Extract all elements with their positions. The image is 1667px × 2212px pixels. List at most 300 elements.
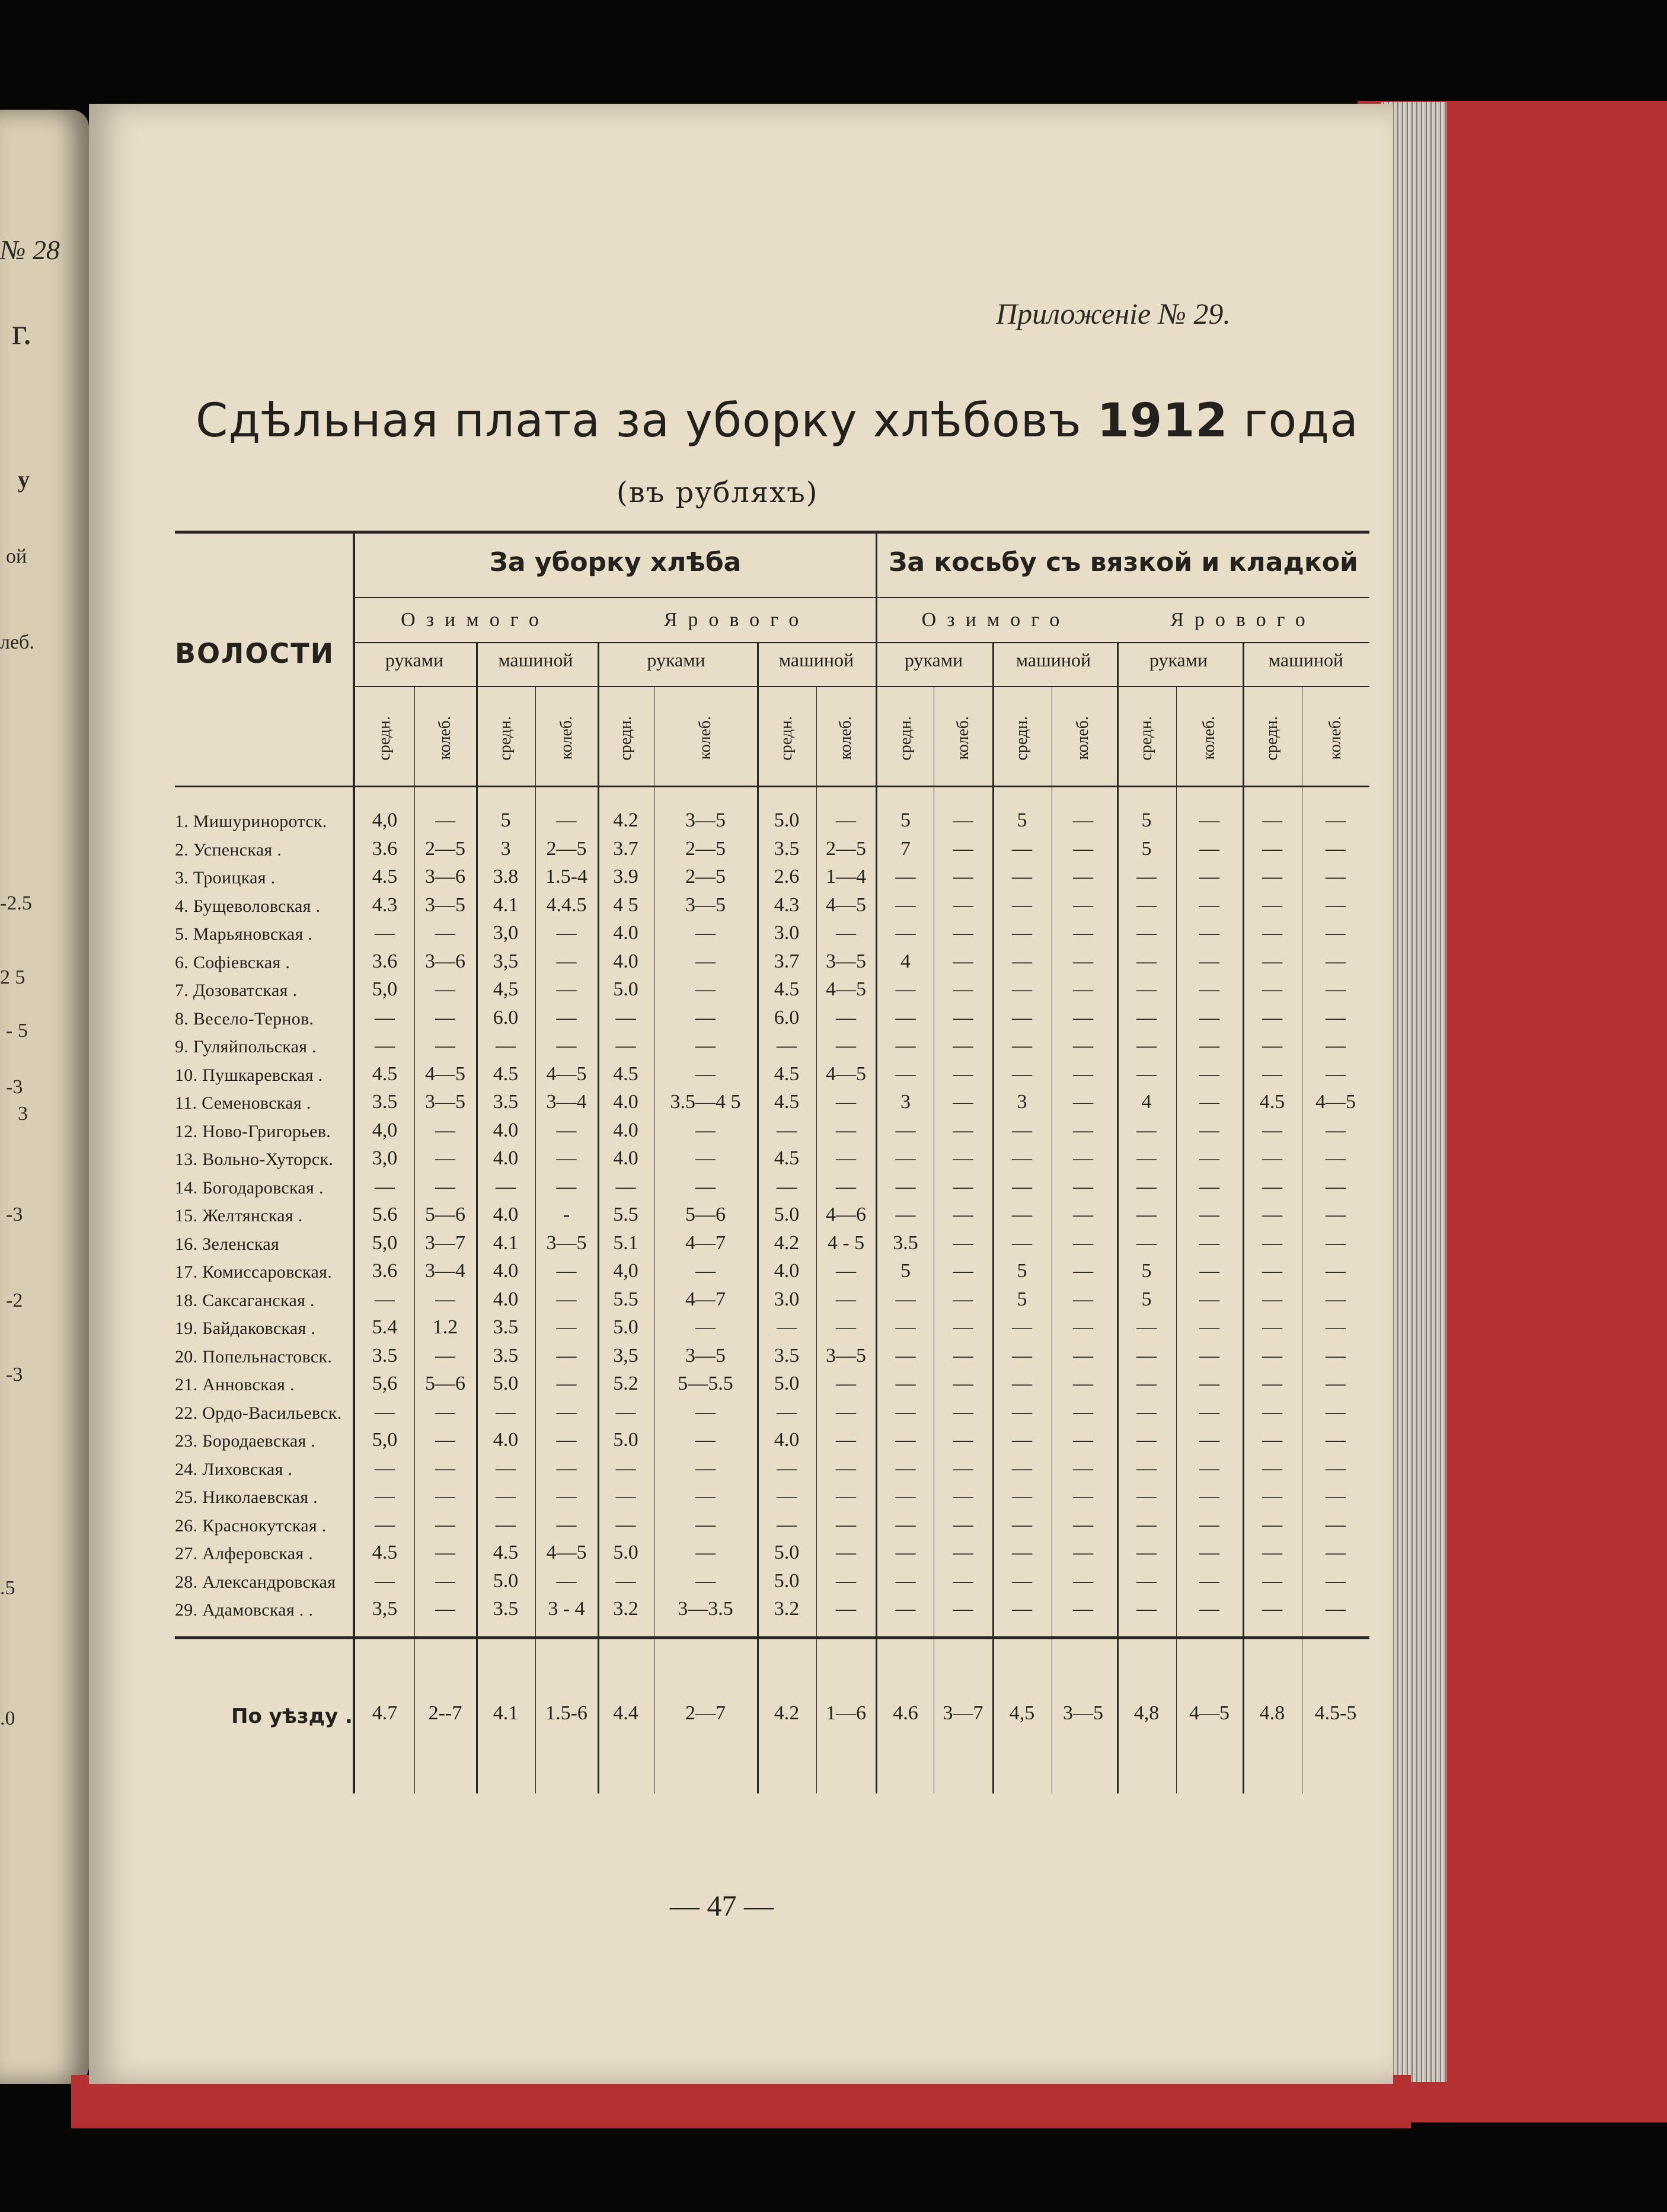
table-cell: 3.7 (613, 837, 638, 860)
table-cell: — (1012, 1006, 1032, 1029)
table-row-name: 19. Байдаковская . (175, 1319, 316, 1338)
table-cell: — (836, 1457, 856, 1479)
crop-rule (355, 642, 1369, 643)
table-row-name: 17. Комиссаровская. (175, 1262, 333, 1282)
table-cell: — (895, 1344, 916, 1367)
table-cell: 5—5.5 (678, 1372, 733, 1394)
table-cell: — (1326, 1316, 1346, 1338)
table-cell: 5 (500, 809, 511, 831)
table-cell: — (895, 1457, 916, 1479)
table-cell: — (1136, 1175, 1157, 1198)
stat-header-label: средн. (496, 716, 515, 761)
table-cell: 4.5 (613, 1062, 638, 1085)
table-cell: — (1012, 1569, 1032, 1592)
table-cell: — (1262, 1231, 1282, 1254)
table-cell: — (836, 1372, 856, 1394)
table-cell: — (1012, 1119, 1032, 1141)
table-cell: — (895, 978, 916, 1000)
table-cell: — (1012, 1541, 1032, 1563)
table-cell: — (1199, 1147, 1219, 1169)
table-cell: — (953, 1119, 973, 1141)
table-cell: — (1199, 1260, 1219, 1282)
table-cell: — (1199, 1429, 1219, 1451)
table-row-name: 2. Успенская . (175, 840, 282, 860)
method-header-hand: руками (385, 649, 444, 671)
table-cell: 3.0 (774, 1288, 800, 1310)
table-cell: 3—5 (685, 1344, 726, 1367)
table-cell: — (1326, 1429, 1346, 1451)
table-cell: — (1136, 1598, 1157, 1620)
left-fragment: леб. (0, 631, 34, 653)
table-cell: 3.2 (613, 1598, 638, 1620)
table-cell: — (556, 978, 577, 1000)
table-cell: — (1199, 1541, 1219, 1563)
table-cell: — (836, 1035, 856, 1056)
header-bottom-rule (175, 786, 1369, 787)
table-cell: — (615, 1175, 636, 1198)
table-cell: 5 (1017, 809, 1027, 831)
left-fragment: г. (12, 312, 32, 352)
table-row-name: 10. Пушкаревская . (175, 1065, 323, 1085)
table-cell: 5 (1141, 809, 1152, 831)
table-cell: — (953, 978, 973, 1000)
table-cell: — (435, 1147, 455, 1169)
total-separator-rule (175, 1636, 1369, 1639)
table-cell: — (1326, 1260, 1346, 1282)
table-cell: — (435, 1288, 455, 1310)
table-cell: — (1262, 1457, 1282, 1479)
table-cell: — (953, 1513, 973, 1536)
group-rule (355, 597, 1369, 598)
table-cell: — (1136, 1569, 1157, 1592)
table-cell: — (435, 1569, 455, 1592)
table-cell: — (953, 1288, 973, 1310)
table-cell: — (695, 1035, 716, 1056)
table-cell: 5,0 (372, 978, 398, 1000)
table-cell: 4.1 (493, 1231, 519, 1254)
table-cell: — (1262, 1316, 1282, 1338)
table-cell: — (435, 922, 455, 944)
table-cell: — (556, 1147, 577, 1169)
table-cell: 4.0 (774, 1429, 800, 1451)
table-cell: — (1199, 1316, 1219, 1338)
table-cell: — (953, 1175, 973, 1198)
table-cell: — (1012, 1485, 1032, 1507)
stat-header-label: колеб. (436, 716, 454, 760)
table-cell: 3,0 (493, 922, 519, 944)
table-cell: — (1073, 866, 1093, 888)
table-cell: 4—7 (685, 1231, 726, 1254)
table-cell: — (953, 922, 973, 944)
table-row-name: 3. Троицкая . (175, 868, 276, 888)
table-cell: 3 (500, 837, 511, 860)
stat-header (427, 703, 463, 774)
table-cell: — (953, 866, 973, 888)
table-cell: — (375, 1485, 395, 1507)
table-cell: — (695, 1400, 716, 1423)
table-cell: — (1073, 1541, 1093, 1563)
table-cell: — (556, 922, 577, 944)
table-cell: — (1073, 1316, 1093, 1338)
group-header-mowing: За косьбу съ вязкой и кладкой (889, 547, 1358, 577)
table-cell: — (1073, 1035, 1093, 1056)
table-cell: — (496, 1400, 516, 1423)
table-cell: — (496, 1485, 516, 1507)
stat-header (828, 703, 864, 774)
table-cell: 5.0 (613, 1316, 638, 1338)
table-cell: — (953, 1260, 973, 1282)
total-cell: 1—6 (826, 1702, 866, 1724)
table-cell: — (1012, 1204, 1032, 1225)
table-row-name: 26. Краснокутская . (175, 1515, 327, 1536)
table-cell: — (777, 1316, 797, 1338)
stat-header-label: средн. (1137, 716, 1155, 761)
table-cell: 4.0 (613, 1147, 638, 1169)
table-cell: — (1199, 1035, 1219, 1056)
table-cell: — (895, 1598, 916, 1620)
total-cell: 4.2 (774, 1702, 800, 1724)
table-cell: — (895, 893, 916, 916)
table-cell: — (836, 922, 856, 944)
total-row-label: По уѣзду . (231, 1705, 353, 1728)
table-cell: — (836, 1598, 856, 1620)
table-cell: — (953, 1316, 973, 1338)
table-cell: 4—5 (425, 1062, 465, 1085)
table-cell: — (695, 922, 716, 944)
table-cell: — (1199, 1457, 1219, 1479)
table-cell: — (695, 950, 716, 972)
table-cell: — (695, 1457, 716, 1479)
table-cell: — (953, 1541, 973, 1563)
table-cell: 5,0 (372, 1231, 398, 1254)
table-cell: — (1326, 809, 1346, 831)
table-cell: 5.1 (613, 1231, 638, 1254)
table-cell: — (435, 1513, 455, 1536)
table-cell: — (1012, 866, 1032, 888)
table-cell: — (895, 1400, 916, 1423)
table-cell: 4.5 (774, 1147, 800, 1169)
table-cell: — (895, 1541, 916, 1563)
table-cell: — (1012, 1147, 1032, 1169)
stat-header (549, 703, 585, 774)
table-cell: 3.5 (774, 837, 800, 860)
table-cell: 5.6 (372, 1204, 398, 1225)
table-cell: — (836, 1147, 856, 1169)
table-cell: — (1326, 1569, 1346, 1592)
table-cell: 3—5 (685, 893, 726, 916)
method-header-machine: машиной (498, 649, 573, 671)
table-cell: — (836, 1288, 856, 1310)
stat-header-label: колеб. (557, 716, 576, 760)
table-cell: — (1326, 922, 1346, 944)
group-header-harvest: За уборку хлѣба (489, 547, 742, 577)
table-cell: 3.7 (774, 950, 800, 972)
table-cell: 3.6 (372, 837, 398, 860)
table-cell: — (615, 1400, 636, 1423)
left-fragment: -2 (6, 1289, 23, 1311)
table-cell: — (695, 1119, 716, 1141)
stat-header (1129, 703, 1164, 774)
stat-header-label: колеб. (1326, 716, 1345, 760)
table-cell: 2—5 (546, 837, 587, 860)
table-cell: — (695, 1569, 716, 1592)
table-row-name: 29. Адамовская . . (175, 1600, 314, 1620)
table-cell: — (1073, 809, 1093, 831)
table-cell: 4.0 (613, 922, 638, 944)
table-cell: 4.3 (372, 893, 398, 916)
table-cell: — (836, 1541, 856, 1563)
table-cell: 4.4.5 (546, 893, 587, 916)
stat-header-label: колеб. (953, 716, 972, 760)
table-cell: 3 (900, 1091, 911, 1113)
table-cell: 3 - 4 (548, 1598, 585, 1620)
table-cell: — (695, 1429, 716, 1451)
table-cell: — (375, 1175, 395, 1198)
table-cell: — (1199, 1119, 1219, 1141)
table-cell: — (1136, 1485, 1157, 1507)
method-header-hand: руками (1149, 649, 1208, 671)
table-cell: 4.0 (493, 1288, 519, 1310)
table-cell: — (1262, 1062, 1282, 1085)
table-cell: — (1073, 1204, 1093, 1225)
table-cell: — (695, 978, 716, 1000)
table-cell: — (1136, 950, 1157, 972)
table-cell: — (496, 1457, 516, 1479)
table-cell: 5.4 (372, 1316, 398, 1338)
table-cell: 3,5 (493, 950, 519, 972)
table-cell: — (895, 1513, 916, 1536)
stat-header (1192, 703, 1227, 774)
method-rule (355, 686, 1369, 687)
stat-header (367, 703, 403, 774)
table-cell: — (1326, 1372, 1346, 1394)
stat-header-label: колеб. (696, 716, 714, 760)
table-row-name: 22. Ордо-Васильевск. (175, 1403, 342, 1423)
table-cell: 4.5 (774, 978, 800, 1000)
table-cell: — (1262, 1485, 1282, 1507)
table-cell: 5.0 (774, 1372, 800, 1394)
table-cell: — (556, 1485, 577, 1507)
table-cell: 6.0 (774, 1006, 800, 1029)
table-cell: — (1262, 1119, 1282, 1141)
table-cell: — (953, 1091, 973, 1113)
table-cell: 3.5 (372, 1344, 398, 1367)
table-cell: 5.0 (774, 1569, 800, 1592)
wage-table (175, 531, 1369, 1793)
table-cell: 5—6 (685, 1204, 726, 1225)
table-cell: — (615, 1485, 636, 1507)
table-cell: 4.5 (493, 1062, 519, 1085)
table-cell: — (1136, 978, 1157, 1000)
table-cell: — (1136, 1204, 1157, 1225)
table-cell: 4 (900, 950, 911, 972)
table-cell: — (556, 950, 577, 972)
table-cell: — (1073, 1147, 1093, 1169)
table-cell: 4 5 (613, 893, 638, 916)
left-fragment: -3 (6, 1204, 23, 1225)
table-cell: — (1073, 950, 1093, 972)
table-cell: 3—5 (685, 809, 726, 831)
table-cell: 4.5 (372, 866, 398, 888)
table-cell: 4.0 (613, 1119, 638, 1141)
table-cell: 5 (1141, 1288, 1152, 1310)
table-cell: 4.5 (372, 1062, 398, 1085)
total-cell: 3—7 (943, 1702, 983, 1724)
table-cell: 4,0 (372, 809, 398, 831)
table-cell: — (777, 1457, 797, 1479)
table-cell: 4—6 (826, 1204, 866, 1225)
table-cell: — (836, 1513, 856, 1536)
stat-header-label: средн. (375, 716, 394, 761)
table-cell: — (777, 1175, 797, 1198)
table-cell: — (1073, 978, 1093, 1000)
table-cell: 2—5 (685, 866, 726, 888)
table-cell: — (953, 893, 973, 916)
table-cell: 3.6 (372, 1260, 398, 1282)
table-cell: — (1073, 1598, 1093, 1620)
table-cell: 5 (1017, 1288, 1027, 1310)
table-cell: — (1326, 1062, 1346, 1085)
table-cell: 5.0 (493, 1372, 519, 1394)
table-cell: 6.0 (493, 1006, 519, 1029)
table-cell: 4.0 (493, 1119, 519, 1141)
table-cell: — (1326, 978, 1346, 1000)
table-cell: — (1326, 893, 1346, 916)
stat-header (1004, 703, 1040, 774)
page-subtitle: (въ рубляхъ) (617, 476, 819, 509)
table-cell: — (435, 809, 455, 831)
table-cell: — (375, 1513, 395, 1536)
table-cell: — (836, 1091, 856, 1113)
table-cell: 5—6 (425, 1372, 465, 1394)
table-cell: 5.0 (774, 809, 800, 831)
stat-header (688, 703, 723, 774)
table-cell: — (1262, 1006, 1282, 1029)
table-cell: — (1199, 1288, 1219, 1310)
table-cell: 4.5 (493, 1541, 519, 1563)
table-row-name: 25. Николаевская . (175, 1488, 318, 1507)
table-cell: — (1199, 1231, 1219, 1254)
table-cell: 3—3.5 (678, 1598, 733, 1620)
table-cell: — (1326, 1231, 1346, 1254)
table-row-name: 13. Вольно-Хуторск. (175, 1150, 334, 1169)
table-cell: 4.1 (493, 893, 519, 916)
table-row-name: 5. Марьяновская . (175, 924, 313, 944)
method-header-machine: машиной (1015, 649, 1091, 671)
table-cell: — (1073, 1231, 1093, 1254)
table-row-name: 15. Желтянская . (175, 1206, 303, 1225)
table-cell: 4,5 (493, 978, 519, 1000)
table-cell: — (695, 1147, 716, 1169)
table-row-name: 11. Семеновская . (175, 1093, 311, 1113)
table-row-name: 16. Зеленская (175, 1234, 280, 1254)
table-cell: 2—5 (685, 837, 726, 860)
table-cell: — (556, 1344, 577, 1367)
table-cell: 4.2 (613, 809, 638, 831)
appendix-label: Приложеніе № 29. (996, 297, 1231, 330)
table-cell: — (953, 1372, 973, 1394)
table-row-name: 18. Саксаганская . (175, 1290, 315, 1310)
table-cell: — (556, 1119, 577, 1141)
left-fragment: -3 (6, 1364, 23, 1386)
table-cell: — (1199, 978, 1219, 1000)
table-cell: — (1262, 837, 1282, 860)
table-cell: — (836, 1569, 856, 1592)
table-cell: — (1136, 866, 1157, 888)
table-cell: — (1012, 922, 1032, 944)
table-cell: — (1199, 922, 1219, 944)
table-cell: — (1326, 950, 1346, 972)
table-row-name: 12. Ново-Григорьев. (175, 1121, 331, 1141)
table-cell: — (895, 1429, 916, 1451)
table-cell: 4.0 (613, 1091, 638, 1113)
table-cell: 5,0 (372, 1429, 398, 1451)
table-cell: 3.5 (493, 1598, 519, 1620)
table-cell: — (1199, 1569, 1219, 1592)
table-cell: 2—5 (425, 837, 465, 860)
table-cell: 5 (1141, 1260, 1152, 1282)
table-cell: — (695, 1541, 716, 1563)
table-cell: — (1199, 1204, 1219, 1225)
table-cell: — (1262, 1147, 1282, 1169)
table-cell: 4,0 (613, 1260, 638, 1282)
title-suffix: года (1243, 394, 1359, 448)
table-cell: — (1262, 1260, 1282, 1282)
table-cell: 4 - 5 (827, 1231, 865, 1254)
table-cell: 4.0 (493, 1429, 519, 1451)
table-cell: 3,0 (372, 1147, 398, 1169)
table-cell: 3.0 (774, 922, 800, 944)
table-cell: 4.5 (774, 1091, 800, 1113)
table-cell: — (1136, 1513, 1157, 1536)
table-cell: — (953, 1204, 973, 1225)
table-cell: — (1326, 1400, 1346, 1423)
table-cell: — (375, 1457, 395, 1479)
table-cell: 3.5 (493, 1091, 519, 1113)
stat-header-label: средн. (896, 716, 915, 761)
table-cell: — (1073, 1006, 1093, 1029)
table-cell: — (1136, 1344, 1157, 1367)
stat-header-label: средн. (777, 716, 796, 761)
total-cell: 4.8 (1259, 1702, 1285, 1724)
table-cell: — (695, 1513, 716, 1536)
table-cell: — (1326, 1035, 1346, 1056)
table-cell: — (1326, 1485, 1346, 1507)
table-cell: — (1073, 1062, 1093, 1085)
table-cell: 3.5 (493, 1344, 519, 1367)
table-row-name: 4. Бущеволовская . (175, 896, 321, 916)
table-cell: — (953, 1035, 973, 1056)
table-cell: — (1326, 1006, 1346, 1029)
total-cell: 4—5 (1189, 1702, 1230, 1724)
table-cell: — (1136, 1457, 1157, 1479)
table-cell: — (1073, 1344, 1093, 1367)
table-cell: — (1136, 922, 1157, 944)
table-cell: 5.0 (613, 1541, 638, 1563)
table-cell: — (1262, 1400, 1282, 1423)
total-cell: 4,5 (1009, 1702, 1035, 1724)
table-cell: — (953, 1457, 973, 1479)
table-cell: — (1136, 1316, 1157, 1338)
table-cell: — (1326, 1513, 1346, 1536)
table-cell: — (895, 1035, 916, 1056)
table-cell: — (1136, 893, 1157, 916)
table-cell: — (953, 1344, 973, 1367)
table-cell: 5.2 (613, 1372, 638, 1394)
table-cell: — (1199, 1598, 1219, 1620)
table-cell: — (777, 1035, 797, 1056)
table-cell: 3—7 (425, 1231, 465, 1254)
